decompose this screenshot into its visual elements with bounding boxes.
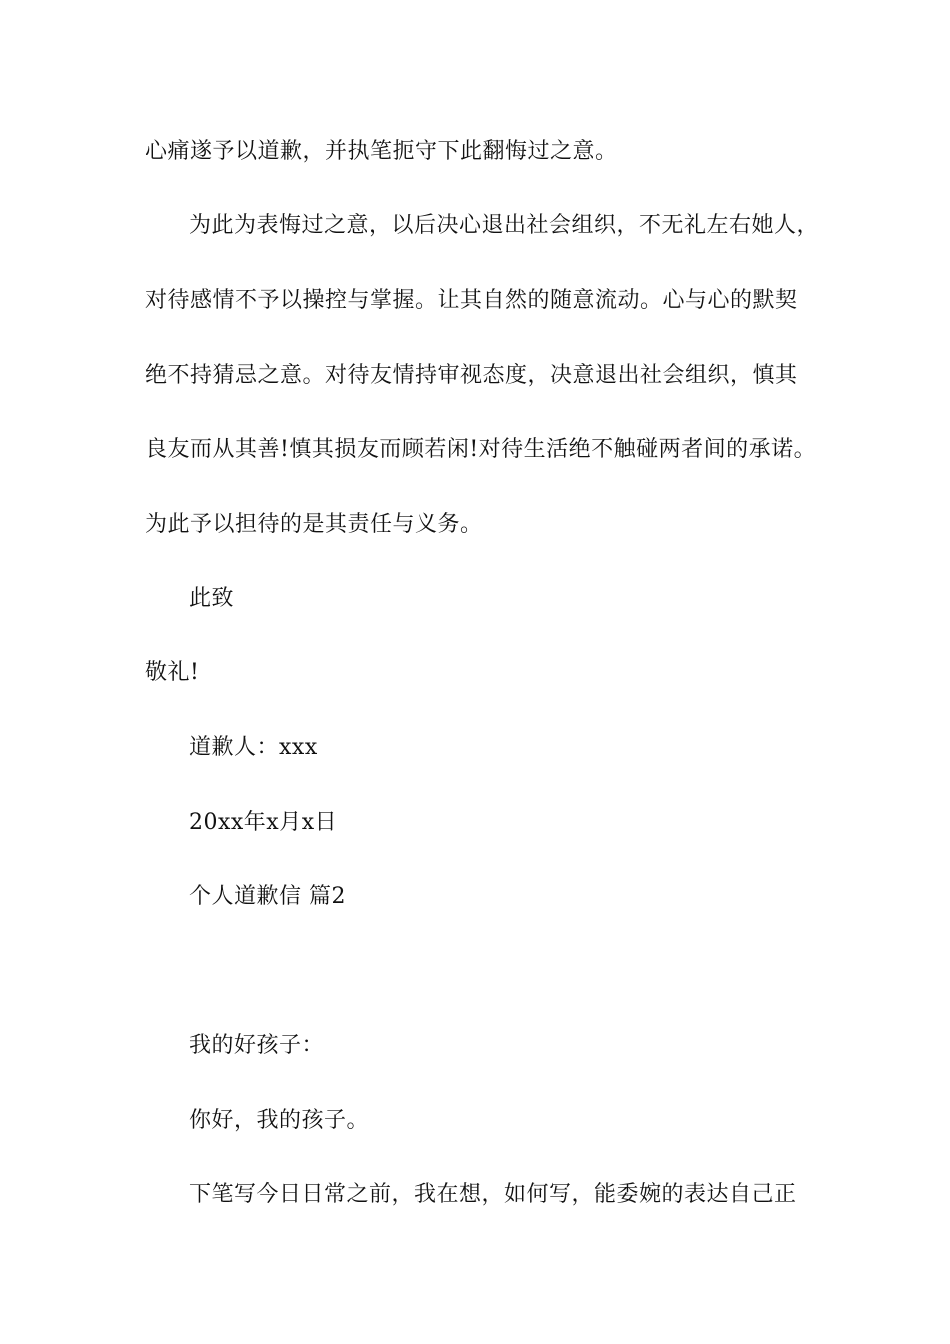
paragraph-line-4: 绝不持猜忌之意。对待友情持审视态度，决意退出社会组织，慎其 bbox=[145, 363, 798, 388]
paragraph-line-3: 对待感情不予以操控与掌握。让其自然的随意流动。心与心的默契 bbox=[145, 288, 798, 313]
paragraph-line-2: 为此为表悔过之意，以后决心退出社会组织，不无礼左右她人， bbox=[189, 213, 820, 238]
paragraph-line-6: 为此予以担待的是其责任与义务。 bbox=[145, 512, 483, 537]
section-heading: 个人道歉信 篇2 bbox=[189, 884, 346, 909]
closing-salutation: 此致 bbox=[189, 586, 235, 611]
letter-greeting: 我的好孩子： bbox=[189, 1033, 325, 1058]
signature: 道歉人：xxx bbox=[189, 735, 318, 760]
letter-opening: 你好，我的孩子。 bbox=[189, 1108, 370, 1133]
letter-body-line: 下笔写今日日常之前，我在想，如何写，能委婉的表达自己正 bbox=[189, 1182, 797, 1207]
paragraph-line-1: 心痛遂予以道歉，并执笔扼守下此翻悔过之意。 bbox=[145, 139, 618, 164]
date: 20xx年x月x日 bbox=[189, 810, 338, 835]
paragraph-line-5: 良友而从其善!慎其损友而顾若闲!对待生活绝不触碰两者间的承诺。 bbox=[145, 437, 817, 462]
closing-regards: 敬礼! bbox=[145, 660, 200, 685]
